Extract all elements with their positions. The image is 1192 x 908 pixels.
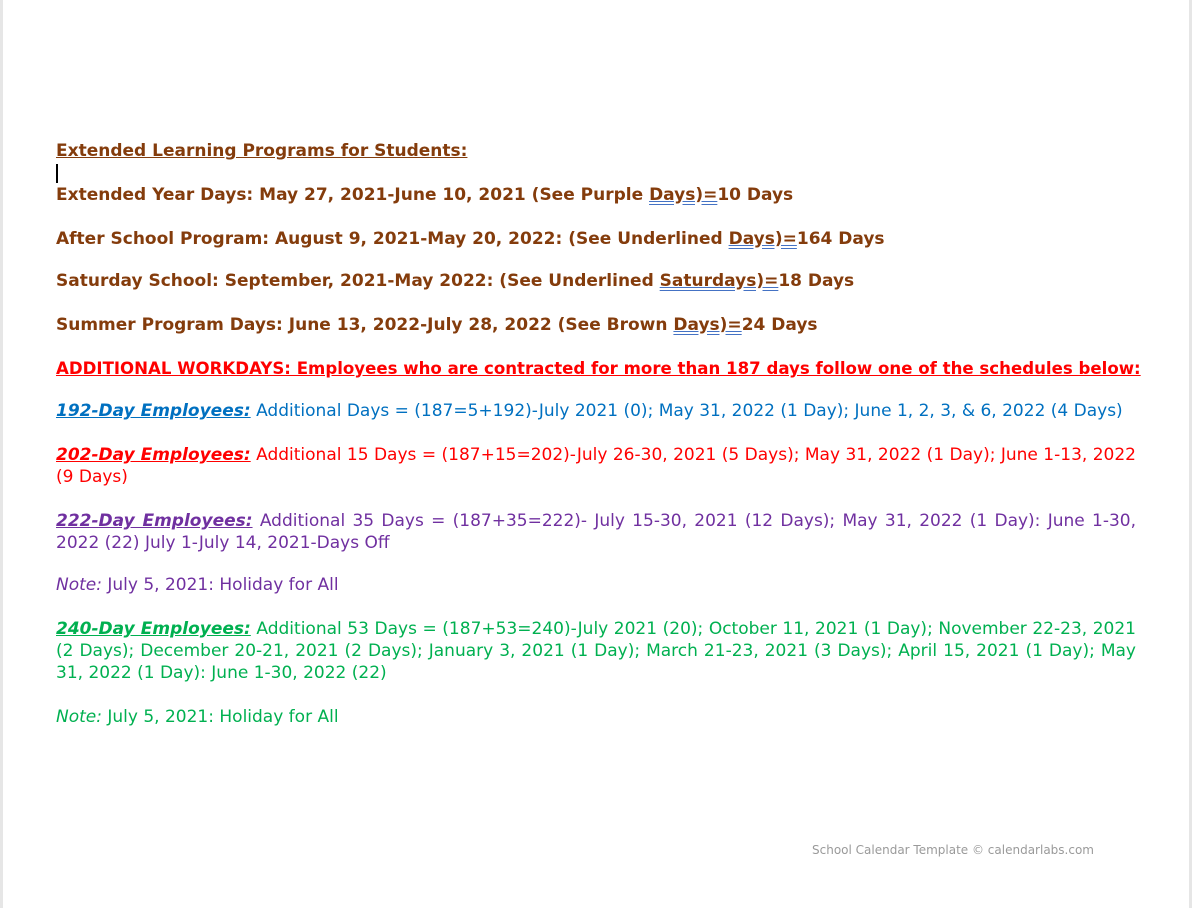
extended-year-tail: 10 Days bbox=[717, 185, 794, 205]
schedule-192-text: Additional Days = (187=5+192)-July 2021 (0); May 31, 2022 (1 Day); June 1, 2, 3, & 6, 2022 (4 Days) bbox=[250, 401, 1123, 421]
schedule-202-label: 202-Day Employees: bbox=[56, 445, 251, 465]
schedule-240-label: 240-Day Employees: bbox=[56, 619, 251, 639]
footer-credit: School Calendar Template © calendarlabs.com bbox=[812, 843, 1094, 857]
after-school-line bbox=[56, 228, 1136, 250]
note-222-text: July 5, 2021: Holiday for All bbox=[101, 575, 339, 595]
schedule-192-label: 192-Day Employees: bbox=[56, 401, 251, 421]
extended-year-mark: Days)= bbox=[649, 185, 718, 205]
saturday-mark: Saturdays)= bbox=[659, 271, 779, 291]
schedule-202-text: Additional 15 Days = (187+15=202)-July 26-30, 2021 (5 Days); May 31, 2022 (1 Day); June 1-13, 2022 (9 Days) bbox=[56, 445, 1136, 487]
additional-heading: ADDITIONAL WORKDAYS: Employees who are contracted for more than 187 days follow one of the schedules below: bbox=[56, 359, 1141, 378]
extended-year-text: Extended Year Days: May 27, 2021-June 10, 2021 (See Purple bbox=[56, 185, 650, 205]
schedule-240-text: Additional 53 Days = (187+53=240)-July 2021 (20); October 11, 2021 (1 Day); November 22-23, 2021 (2 Days); December 20-21, 2021 (2 Days); January 3, 2021 (1 Day); March 21-23, 2021 (3 Days); April 15, 2021 (1 Day); May 31, 2022 (1 Day): June 1-30, 2022 (22) bbox=[56, 619, 1136, 683]
summer-mark: Days)= bbox=[673, 315, 742, 335]
summer-text: Summer Program Days: June 13, 2022-July 28, 2022 (See Brown bbox=[56, 315, 674, 335]
summer-tail: 24 Days bbox=[741, 315, 818, 335]
after-school-text: After School Program: August 9, 2021-May 20, 2022: (See Underlined bbox=[56, 229, 729, 249]
saturday-text: Saturday School: September, 2021-May 2022: (See Underlined bbox=[56, 271, 660, 291]
note-222-label: Note: bbox=[56, 575, 102, 595]
schedule-222-label: 222-Day Employees: bbox=[56, 511, 253, 531]
note-240-label: Note: bbox=[56, 707, 102, 727]
after-school-mark: Days)= bbox=[728, 229, 797, 249]
page-left-edge bbox=[0, 0, 3, 908]
note-240-text: July 5, 2021: Holiday for All bbox=[101, 707, 339, 727]
schedule-202 bbox=[56, 444, 1136, 488]
schedule-240 bbox=[56, 618, 1136, 684]
text-cursor bbox=[56, 162, 1136, 184]
document-page bbox=[56, 140, 1141, 728]
programs-heading: Extended Learning Programs for Students: bbox=[56, 141, 468, 161]
schedule-222-text: Additional 35 Days = (187+35=222)- July 15-30, 2021 (12 Days); May 31, 2022 (1 Day): June 1-30, 2022 (22) July 1-July 14, 2021-Days Off bbox=[56, 511, 1136, 553]
saturday-tail: 18 Days bbox=[778, 271, 855, 291]
schedule-222 bbox=[56, 510, 1136, 554]
schedule-192 bbox=[56, 400, 1136, 422]
saturday-line bbox=[56, 270, 1136, 292]
note-240 bbox=[56, 706, 1136, 728]
note-222 bbox=[56, 574, 1136, 596]
summer-line bbox=[56, 314, 1136, 336]
after-school-tail: 164 Days bbox=[796, 229, 885, 249]
extended-year-line bbox=[56, 184, 1136, 206]
